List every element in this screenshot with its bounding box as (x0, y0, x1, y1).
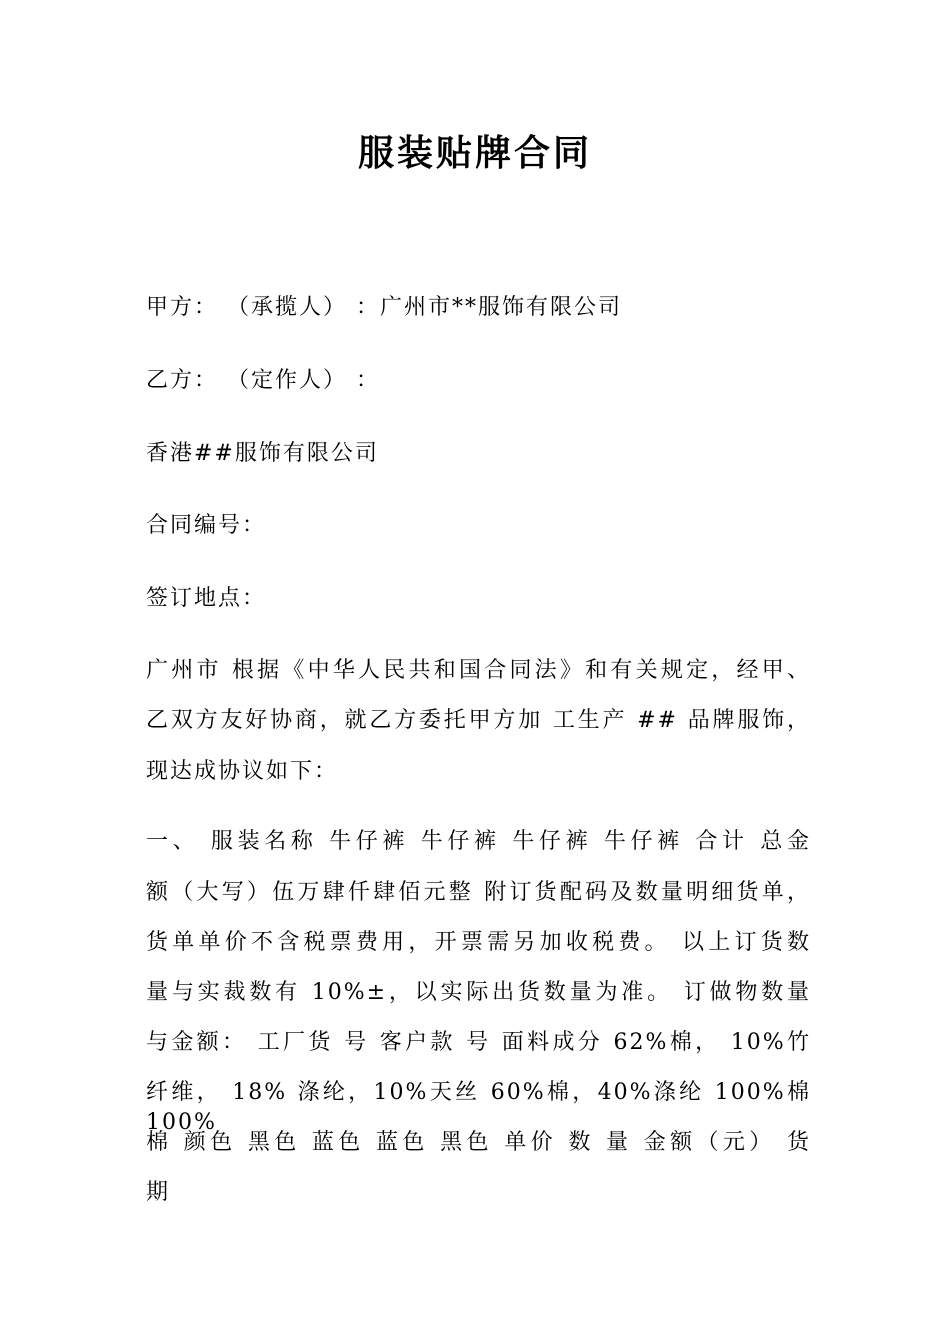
clause-line: 量与实裁数有 10%±，以实际出货数量为准。 订做物数量 (146, 980, 811, 1005)
clause-line: 一、 服装名称 牛仔裤 牛仔裤 牛仔裤 牛仔裤 合计 总金 (146, 829, 811, 854)
party-b-line: 乙方： （定作人） ： (146, 368, 380, 393)
clause-line: 货单单价不含税票费用，开票需另加收税费。 以上订货数 (146, 930, 811, 955)
clause-line: 与金额： 工厂货 号 客户款 号 面料成分 62%棉， 10%竹 (146, 1030, 811, 1055)
signing-place-line: 签订地点： (146, 586, 267, 611)
party-b-name: 香港##服饰有限公司 (146, 441, 379, 466)
clause-line: 纤维， 18% 涤纶，10%天丝 60%棉，40%涤纶 100%棉 100% (146, 1080, 811, 1135)
clause-line: 额（大写）伍万肆仟肆佰元整 附订货配码及数量明细货单， (146, 880, 811, 905)
clause-line: 期 (146, 1180, 171, 1205)
contract-number-line: 合同编号： (146, 513, 267, 538)
intro-line: 现达成协议如下： (146, 759, 339, 784)
intro-line: 广州市 根据《中华人民共和国合同法》和有关规定，经甲、 (146, 658, 811, 683)
intro-line: 乙双方友好协商，就乙方委托甲方加 工生产 ## 品牌服饰， (146, 708, 811, 733)
party-a-line: 甲方： （承揽人） ：广州市**服饰有限公司 (146, 295, 622, 320)
clause-line: 棉 颜色 黑色 蓝色 蓝色 黑色 单价 数 量 金额（元） 货 (146, 1130, 811, 1155)
document-title: 服装贴牌合同 (357, 132, 592, 174)
